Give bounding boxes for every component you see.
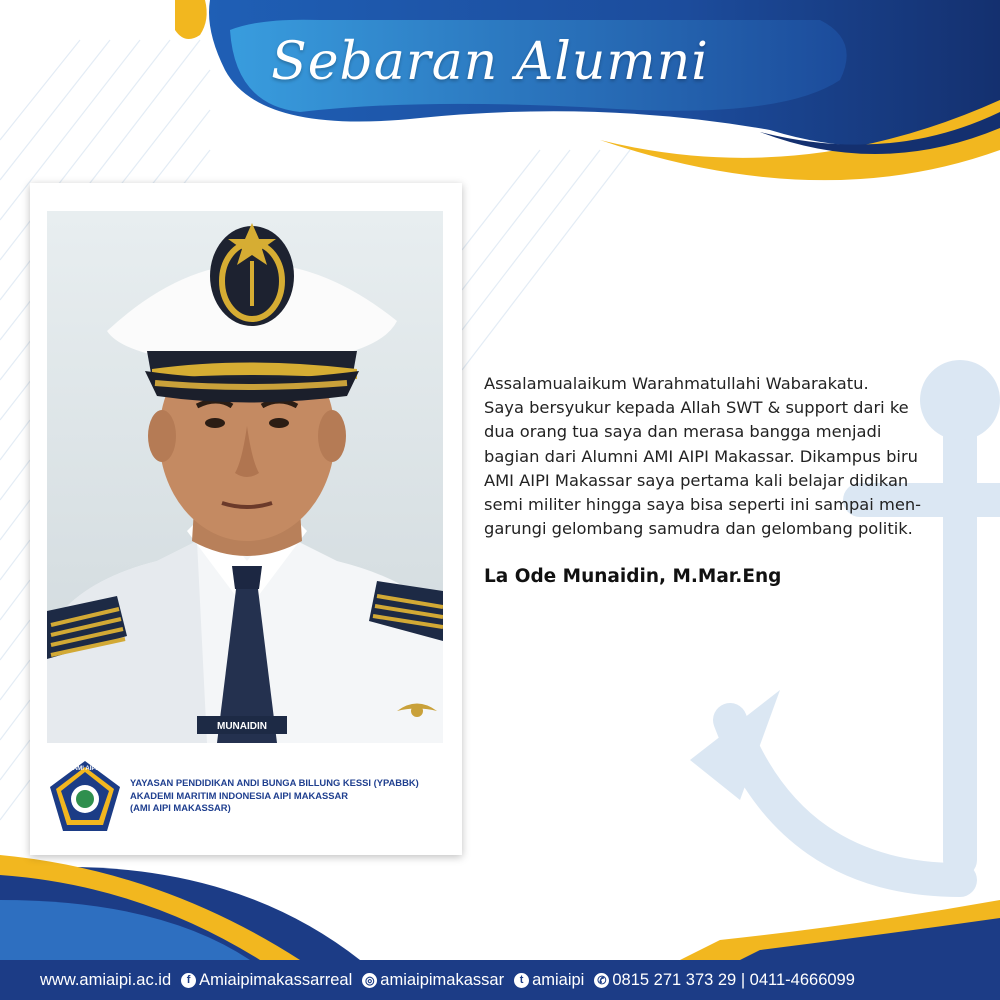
testimonial-line: semi militer hingga saya bisa seperti ini sampai men-	[484, 495, 922, 515]
twitter-link[interactable]	[514, 971, 584, 990]
twitter-icon: t	[514, 973, 529, 988]
facebook-label: Amiaipimakassarreal	[199, 970, 353, 989]
instagram-icon: ◎	[362, 973, 377, 988]
website-link[interactable]: www.amiaipi.ac.id	[40, 970, 172, 989]
facebook-link[interactable]	[181, 971, 352, 990]
footer-bar	[0, 960, 1000, 1000]
facebook-icon: f	[181, 973, 196, 988]
instagram-label: amiaipimakassar	[380, 970, 505, 989]
testimonial-text	[484, 372, 984, 541]
testimonial-author: La Ode Munaidin, M.Mar.Eng	[484, 566, 782, 587]
whatsapp-icon: ✆	[594, 973, 609, 988]
testimonial-line: AMI AIPI Makassar saya pertama kali belajar didikan	[484, 470, 909, 490]
whatsapp-contact[interactable]	[594, 971, 855, 990]
logo-text: AMI AIPI	[72, 766, 98, 772]
institution-name	[130, 777, 450, 815]
whatsapp-label: 0815 271 373 29 | 0411-4666099	[612, 970, 855, 989]
institution-line: AKADEMI MARITIM INDONESIA AIPI MAKASSAR	[130, 789, 349, 801]
testimonial-line: Saya bersyukur kepada Allah SWT & support dari ke	[484, 398, 909, 418]
page-title: Sebaran Alumni	[271, 32, 709, 92]
testimonial-line: bagian dari Alumni AMI AIPI Makassar. Dikampus biru	[484, 446, 918, 466]
testimonial-line: garungi gelombang samudra dan gelombang politik.	[484, 519, 913, 539]
alumni-card	[30, 183, 462, 855]
testimonial-line: dua orang tua saya dan merasa bangga menjadi	[484, 422, 882, 442]
institution-line: (AMI AIPI MAKASSAR)	[130, 802, 231, 813]
name-tag: MUNAIDIN	[217, 721, 267, 732]
twitter-label: amiaipi	[532, 970, 585, 989]
alumni-photo	[47, 211, 443, 743]
institution-line: YAYASAN PENDIDIKAN ANDI BUNGA BILLUNG KESSI (YPABBK)	[130, 777, 419, 788]
instagram-link[interactable]	[362, 971, 504, 990]
institution-logo	[48, 759, 122, 835]
testimonial-line: Assalamualaikum Warahmatullahi Wabarakatu.	[484, 374, 869, 393]
